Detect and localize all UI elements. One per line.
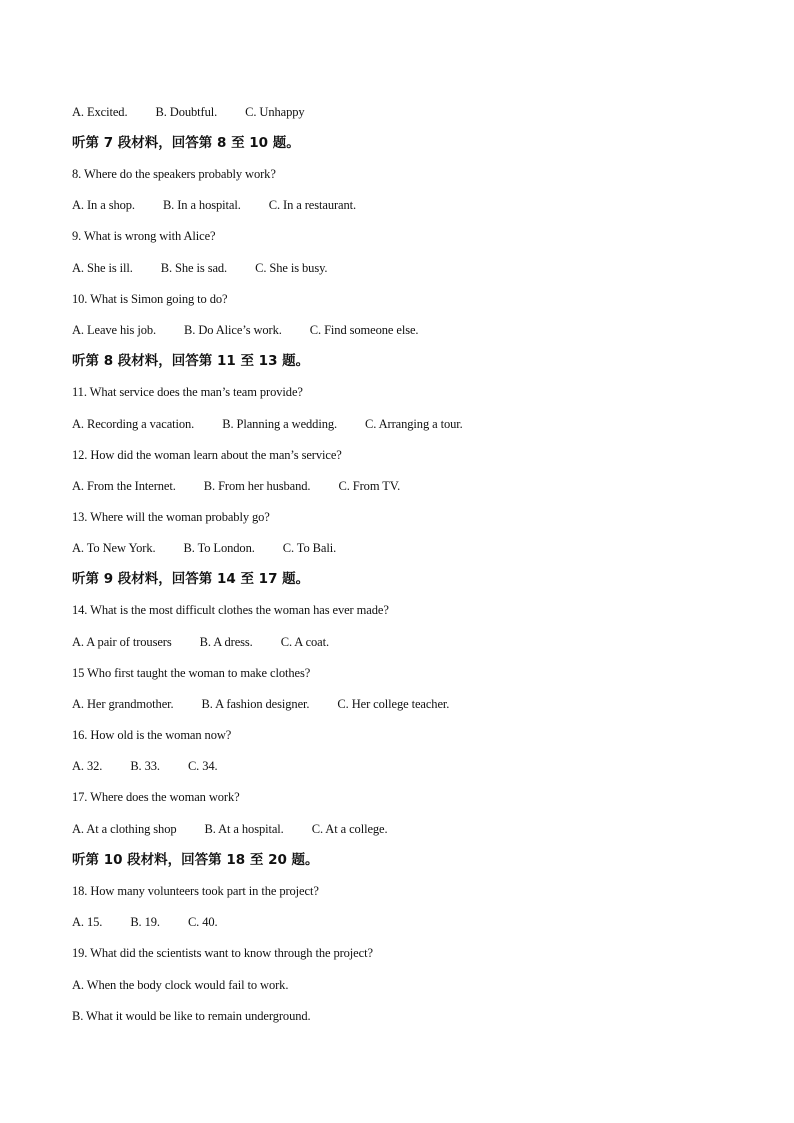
question-text: 14. What is the most difficult clothes the woman has ever made? <box>72 603 389 617</box>
question-text: 11. What service does the man’s team provide? <box>72 385 303 399</box>
answer-option: A. From the Internet. <box>72 479 176 493</box>
answer-option: A. She is ill. <box>72 261 133 275</box>
section-heading: 听第 9 段材料，回答第 14 至 17 题。 <box>72 571 310 587</box>
question-text: B. What it would be like to remain underground. <box>72 1009 311 1023</box>
answer-option: A. Recording a vacation. <box>72 417 195 431</box>
answer-option: B. Planning a wedding. <box>222 417 338 431</box>
answer-options <box>72 258 327 278</box>
answer-option: C. A coat. <box>280 635 330 649</box>
section-heading: 听第 10 段材料，回答第 18 至 20 题。 <box>72 852 319 868</box>
answer-option: A. 15. <box>72 915 103 929</box>
answer-options <box>72 912 218 932</box>
answer-option: B. Doubtful. <box>155 105 218 119</box>
answer-option: B. At a hospital. <box>204 822 284 836</box>
question-text: 13. Where will the woman probably go? <box>72 510 270 524</box>
answer-options <box>72 102 305 122</box>
answer-options <box>72 320 418 340</box>
answer-option: A. A pair of trousers <box>72 635 172 649</box>
section-heading: 听第 8 段材料，回答第 11 至 13 题。 <box>72 353 310 369</box>
answer-option: C. 34. <box>187 759 218 773</box>
answer-options <box>72 756 218 776</box>
answer-option: C. From TV. <box>338 479 401 493</box>
answer-option: B. From her husband. <box>203 479 311 493</box>
answer-option: B. To London. <box>183 541 255 555</box>
answer-option: A. Her grandmother. <box>72 697 174 711</box>
answer-option: C. At a college. <box>311 822 388 836</box>
answer-option: B. A dress. <box>199 635 253 649</box>
answer-option: C. Unhappy <box>245 105 305 119</box>
answer-option: C. Find someone else. <box>309 323 419 337</box>
answer-options <box>72 476 400 496</box>
question-text: 12. How did the woman learn about the man’s service? <box>72 448 342 462</box>
answer-option: B. She is sad. <box>160 261 228 275</box>
answer-option: C. Her college teacher. <box>337 697 450 711</box>
answer-option: A. 32. <box>72 759 103 773</box>
answer-option: C. Arranging a tour. <box>365 417 463 431</box>
question-text: 17. Where does the woman work? <box>72 790 240 804</box>
question-text: 16. How old is the woman now? <box>72 728 232 742</box>
answer-option: C. In a restaurant. <box>268 198 357 212</box>
answer-options <box>72 632 329 652</box>
answer-options <box>72 538 336 558</box>
question-text: 8. Where do the speakers probably work? <box>72 167 276 181</box>
question-text: 10. What is Simon going to do? <box>72 292 228 306</box>
question-text: A. When the body clock would fail to work. <box>72 978 289 992</box>
answer-option: B. 19. <box>130 915 160 929</box>
answer-option: A. Excited. <box>72 105 128 119</box>
answer-options <box>72 694 449 714</box>
answer-option: A. At a clothing shop <box>72 822 177 836</box>
answer-option: C. To Bali. <box>282 541 337 555</box>
answer-option: C. 40. <box>187 915 218 929</box>
question-text: 9. What is wrong with Alice? <box>72 229 216 243</box>
answer-options <box>72 819 388 839</box>
answer-option: B. Do Alice’s work. <box>184 323 282 337</box>
answer-options <box>72 195 356 215</box>
answer-option: A. Leave his job. <box>72 323 157 337</box>
section-heading: 听第 7 段材料，回答第 8 至 10 题。 <box>72 135 300 151</box>
answer-option: C. She is busy. <box>255 261 328 275</box>
question-text: 19. What did the scientists want to know through the project? <box>72 946 373 960</box>
answer-option: B. In a hospital. <box>162 198 241 212</box>
answer-option: A. In a shop. <box>72 198 135 212</box>
question-text: 15 Who first taught the woman to make clothes? <box>72 666 311 680</box>
question-text: 18. How many volunteers took part in the project? <box>72 884 319 898</box>
answer-option: B. 33. <box>130 759 160 773</box>
answer-option: B. A fashion designer. <box>201 697 310 711</box>
answer-option: A. To New York. <box>72 541 156 555</box>
answer-options <box>72 414 463 434</box>
